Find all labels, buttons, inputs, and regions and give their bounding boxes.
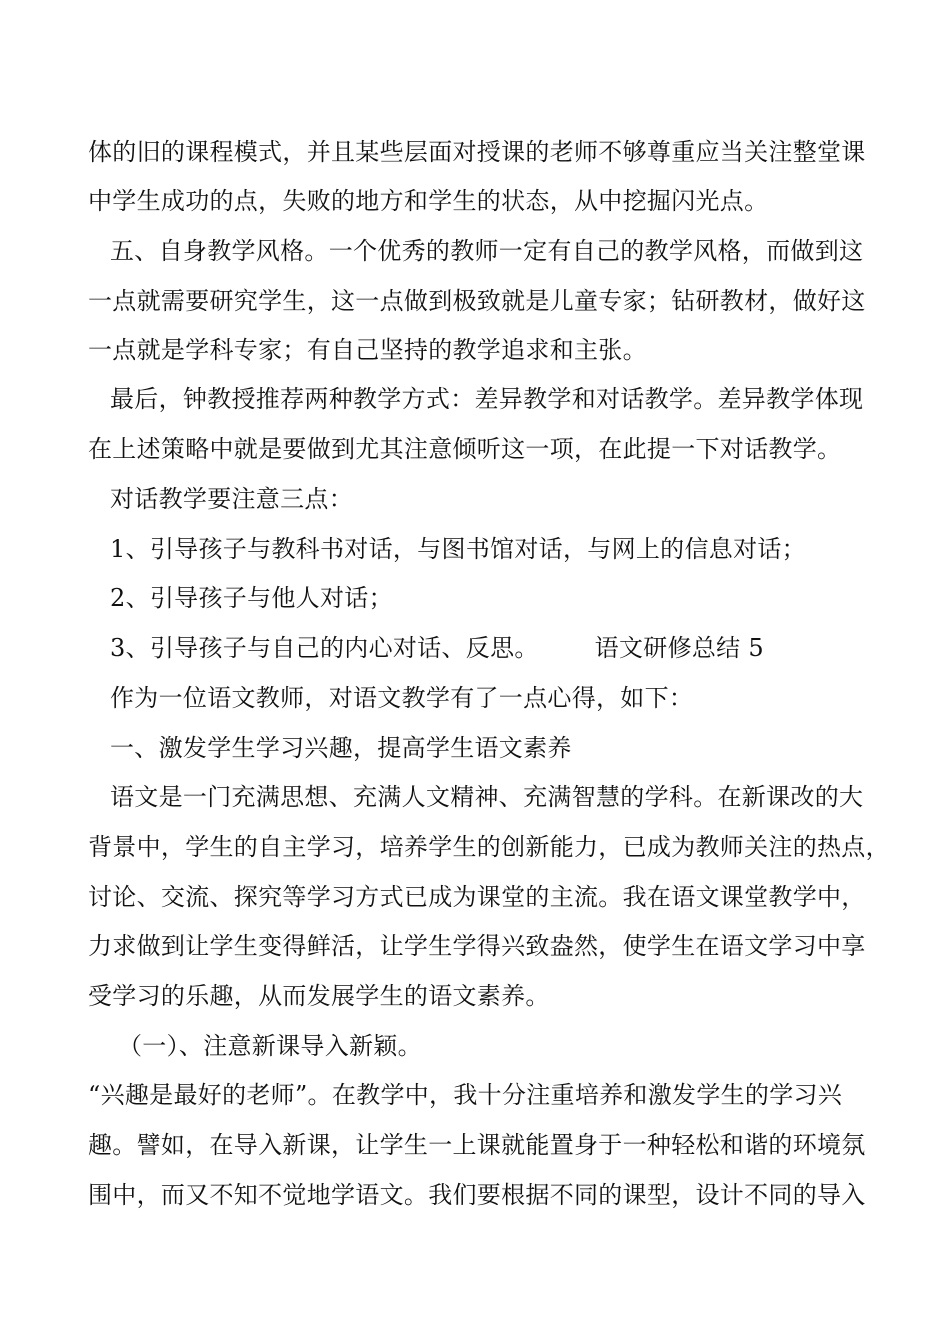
dialogue-point-3-row — [110, 633, 764, 663]
interest-paragraph-line-2: 趣。譬如，在导入新课，让学生一上课就能置身于一种轻松和谐的环境氛 — [88, 1131, 866, 1159]
paragraph-line-1: 体的旧的课程模式，并且某些层面对授课的老师不够尊重应当关注整堂课 — [88, 138, 866, 166]
heading-one: 一、激发学生学习兴趣，提高学生语文素养 — [110, 734, 572, 762]
section-five-line-3: 一点就是学科专家；有自己坚持的教学追求和主张。 — [88, 336, 647, 364]
dialogue-point-3: 3、引导孩子与自己的内心对话、反思。 — [110, 634, 539, 662]
chinese-paragraph-line-5: 受学习的乐趣，从而发展学生的语文素养。 — [88, 982, 550, 1010]
chinese-paragraph-line-3: 讨论、交流、探究等学习方式已成为课堂的主流。我在语文课堂教学中， — [88, 883, 866, 911]
dialogue-point-1: 1、引导孩子与教科书对话，与图书馆对话，与网上的信息对话； — [110, 535, 806, 563]
dialogue-point-2: 2、引导孩子与他人对话； — [110, 584, 393, 612]
chinese-paragraph-line-2: 背景中，学生的自主学习，培养学生的创新能力，已成为教师关注的热点， — [88, 833, 890, 861]
summary-title: 语文研修总结 5 — [594, 634, 764, 662]
finally-line-1: 最后，钟教授推荐两种教学方式：差异教学和对话教学。差异教学体现 — [110, 385, 864, 413]
finally-line-2: 在上述策略中就是要做到尤其注意倾听这一项，在此提一下对话教学。 — [88, 435, 842, 463]
interest-paragraph-line-3: 围中，而又不知不觉地学语文。我们要根据不同的课型，设计不同的导入 — [88, 1181, 866, 1209]
intro-line: 作为一位语文教师，对语文教学有了一点心得，如下： — [110, 684, 694, 712]
chinese-paragraph-line-4: 力求做到让学生变得鲜活，让学生学得兴致盎然，使学生在语文学习中享 — [88, 932, 866, 960]
interest-paragraph-line-1: “兴趣是最好的老师”。在教学中，我十分注重培养和激发学生的学习兴 — [88, 1081, 843, 1109]
dialogue-heading: 对话教学要注意三点： — [110, 485, 353, 513]
section-five-line-2: 一点就需要研究学生，这一点做到极致就是儿童专家；钻研教材，做好这 — [88, 287, 866, 315]
paragraph-line-2: 中学生成功的点，失败的地方和学生的状态，从中挖掘闪光点。 — [88, 187, 769, 215]
chinese-paragraph-line-1: 语文是一门充满思想、充满人文精神、充满智慧的学科。在新课改的大 — [110, 783, 864, 811]
section-five-line-1: 五、自身教学风格。一个优秀的教师一定有自己的教学风格，而做到这 — [110, 237, 864, 265]
subheading-one: （一）、注意新课导入新颖。 — [118, 1032, 422, 1060]
